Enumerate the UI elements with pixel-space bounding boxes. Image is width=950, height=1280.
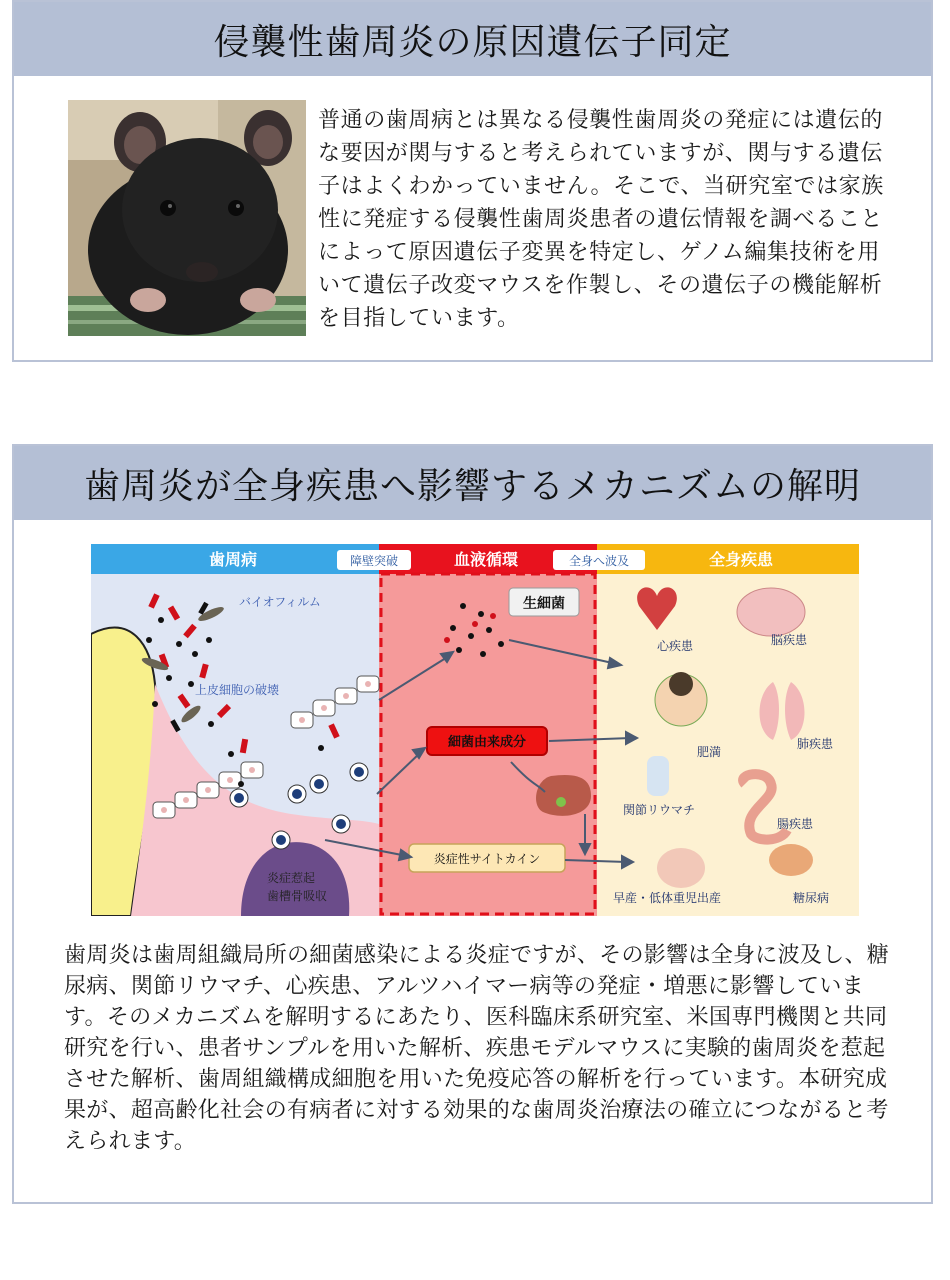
section-title: 侵襲性歯周炎の原因遺伝子同定 <box>14 2 931 76</box>
label-obesity: 肥満 <box>697 745 722 759</box>
label-diabetes: 糖尿病 <box>793 891 830 905</box>
label-biofilm: バイオフィルム <box>239 595 321 609</box>
header-spread: 全身へ波及 <box>568 554 630 568</box>
label-brain: 脳疾患 <box>771 633 808 647</box>
header-periodontal: 歯周病 <box>208 550 258 569</box>
label-preterm: 早産・低体重児出産 <box>613 891 722 905</box>
mechanism-figure <box>91 544 859 916</box>
header-circulation: 血液循環 <box>453 550 519 569</box>
label-ra: 関節リウマチ <box>623 803 696 817</box>
section2-body: 歯周炎は歯周組織局所の細菌感染による炎症ですが、その影響は全身に波及し、糖尿病、関節リウマチ、心疾患、アルツハイマー病等の発症・増悪に影響しています。そのメカニズムを解明するにあたり、医科臨床系研究室、米国専門機関と共同研究を行い、患者サンプルを用いた解析、疾患モデルマウスに実験的歯周炎を惹起させた解析、歯周組織構成細胞を用いた免疫応答の解析を行っています。本研究成果が、超高齢化社会の有病者に対する効果的な歯周炎治療法の確立につながると考えられます。 <box>64 943 890 1154</box>
label-epithelium: 上皮細胞の破壊 <box>195 683 280 697</box>
label-inflammation-1: 炎症惹起 <box>267 871 316 885</box>
label-intestine: 腸疾患 <box>777 817 814 831</box>
label-heart: 心疾患 <box>657 639 694 653</box>
section-causal-gene <box>12 0 933 362</box>
section1-body: 普通の歯周病とは異なる侵襲性歯周炎の発症には遺伝的な要因が関与すると考えられていますが、関与する遺伝子はよくわかっていません。そこで、当研究室では家族性に発症する侵襲性歯周炎患者の遺伝情報を調べることによって原因遺伝子変異を特定し、ゲノム編集技術を用いて遺伝子改変マウスを作製し、その遺伝子の機能解析を目指しています。 <box>318 108 884 331</box>
section-systemic-mechanism <box>12 444 933 1204</box>
label-inflammation-2: 歯槽骨吸収 <box>267 889 328 903</box>
label-cytokine: 炎症性サイトカイン <box>433 852 541 866</box>
header-barrier: 障壁突破 <box>349 554 399 568</box>
header-systemic: 全身疾患 <box>708 550 774 569</box>
section-title: 歯周炎が全身疾患へ影響するメカニズムの解明 <box>14 446 931 520</box>
label-bacterial-component: 細菌由来成分 <box>447 735 527 750</box>
mouse-photo <box>68 100 306 336</box>
label-lung: 肺疾患 <box>797 737 834 751</box>
label-live-bacteria: 生細菌 <box>523 596 565 612</box>
